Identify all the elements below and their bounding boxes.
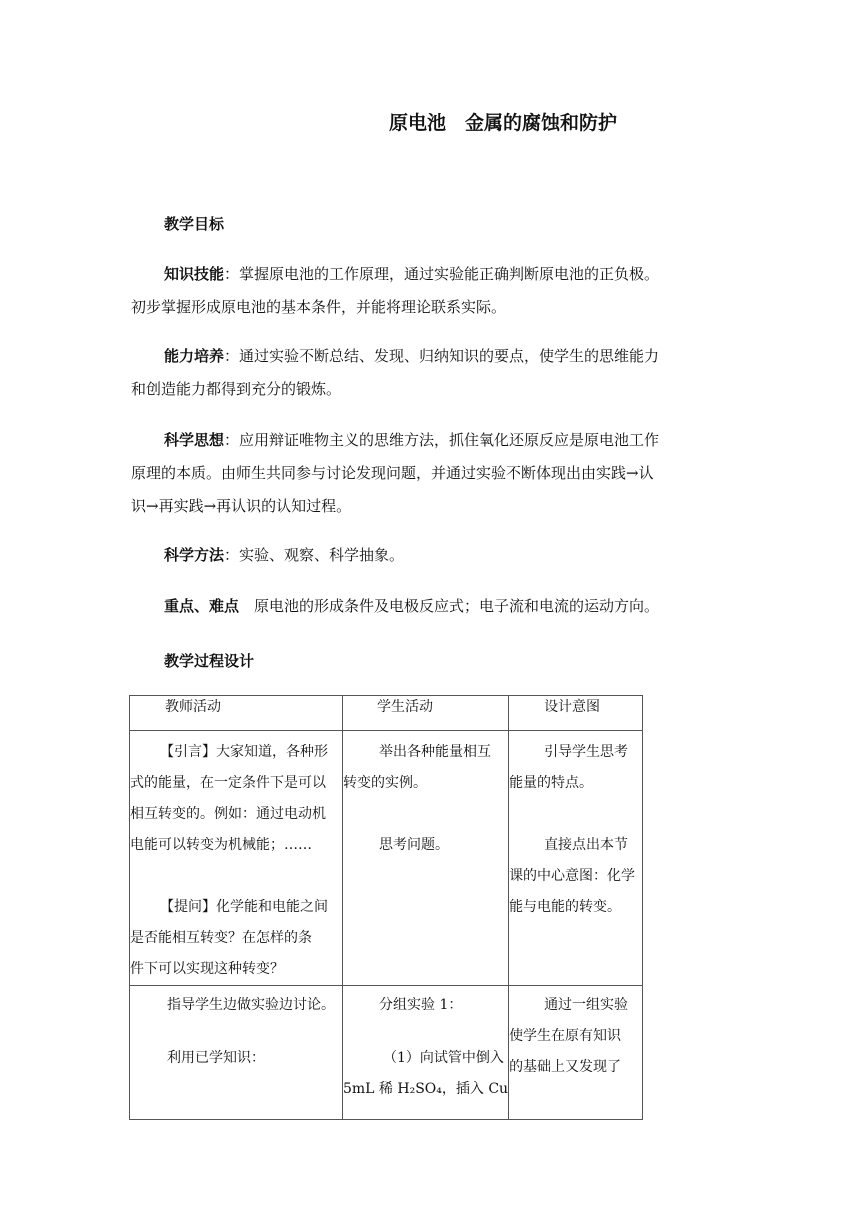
text-line: 思考问题。 — [379, 837, 449, 853]
section-heading-process: 教学过程设计 — [164, 652, 255, 670]
text-line: 相互转变的。例如：通过电动机 — [130, 806, 326, 822]
paragraph-knowledge — [131, 258, 731, 324]
text-line: 5mL 稀 H₂SO₄，插入 Cu — [343, 1081, 509, 1097]
text-line: 通过一组实验 — [544, 997, 629, 1013]
table-header-row — [130, 696, 643, 731]
label-ability: 能力培养 — [164, 347, 225, 365]
paragraph-ability — [131, 340, 731, 406]
cell-intent — [509, 731, 642, 923]
text-line: 利用已学知识： — [167, 1050, 265, 1066]
cell-teacher — [130, 986, 342, 1074]
page-title: 原电池 金属的腐蚀和防护 — [389, 112, 618, 134]
label-thought: 科学思想 — [164, 431, 225, 449]
text-ability-2: 和创造能力都得到充分的锻炼。 — [131, 380, 342, 398]
header-teacher: 教师活动 — [165, 699, 221, 715]
text-line: 的基础上又发现了 — [509, 1059, 622, 1075]
sep: ： — [224, 431, 240, 449]
text-knowledge-1: 掌握原电池的工作原理，通过实验能正确判断原电池的正负极。 — [239, 265, 660, 283]
text-line: 引导学生思考 — [544, 744, 629, 760]
text-thought-2: 原理的本质。由师生共同参与讨论发现问题，并通过实验不断体现出由实践→认 — [131, 464, 654, 482]
text-line: 【引言】大家知道，各种形 — [160, 744, 328, 760]
text-line: 件下可以实现这种转变？ — [130, 961, 284, 977]
table-row — [130, 986, 643, 1120]
text-line: 能量的特点。 — [509, 775, 594, 791]
text-thought-1: 应用辩证唯物主义的思维方法，抓住氧化还原反应是原电池工作 — [239, 431, 660, 449]
cell-intent — [509, 986, 642, 1083]
text-line: 使学生在原有知识 — [509, 1028, 622, 1044]
text-line: 直接点出本节 — [544, 837, 629, 853]
cell-student — [343, 731, 508, 861]
text-ability-1: 通过实验不断总结、发现、归纳知识的要点，使学生的思维能力 — [239, 347, 660, 365]
header-intent: 设计意图 — [544, 699, 601, 715]
label-knowledge: 知识技能 — [164, 265, 225, 283]
section-heading-objectives: 教学目标 — [164, 215, 225, 233]
label-keypoints: 重点、难点 — [164, 597, 240, 615]
sep: ： — [224, 546, 240, 564]
sep: ： — [224, 265, 240, 283]
header-student: 学生活动 — [377, 699, 433, 715]
text-line: 分组实验 1： — [379, 997, 463, 1013]
lesson-table — [129, 695, 643, 1120]
paragraph-keypoints — [131, 590, 731, 623]
text-line: （1）向试管中倒入 — [383, 1050, 504, 1066]
text-line: 能与电能的转变。 — [509, 899, 622, 915]
text-thought-3: 识→再实践→再认识的认知过程。 — [131, 497, 352, 515]
text-keypoints: 原电池的形成条件及电极反应式；电子流和电流的运动方向。 — [254, 597, 660, 615]
text-line: 指导学生边做实验边讨论。 — [167, 997, 335, 1013]
text-line: 课的中心意图：化学 — [509, 868, 636, 884]
text-line: 举出各种能量相互 — [379, 744, 491, 760]
cell-teacher — [130, 731, 342, 985]
text-line: 【提问】化学能和电能之间 — [160, 899, 328, 915]
cell-student — [343, 986, 508, 1105]
text-line: 是否能相互转变？在怎样的条 — [130, 930, 312, 946]
text-line: 转变的实例。 — [343, 775, 427, 791]
paragraph-thought — [131, 424, 731, 523]
text-method: 实验、观察、科学抽象。 — [239, 546, 405, 564]
text-knowledge-2: 初步掌握形成原电池的基本条件，并能将理论联系实际。 — [131, 298, 507, 316]
table-row — [130, 731, 643, 986]
paragraph-method — [131, 539, 731, 572]
text-line: 电能可以转变为机械能；…… — [130, 837, 312, 853]
label-method: 科学方法 — [164, 546, 225, 564]
text-line: 式的能量，在一定条件下是可以 — [130, 775, 326, 791]
sep: ： — [224, 347, 240, 365]
